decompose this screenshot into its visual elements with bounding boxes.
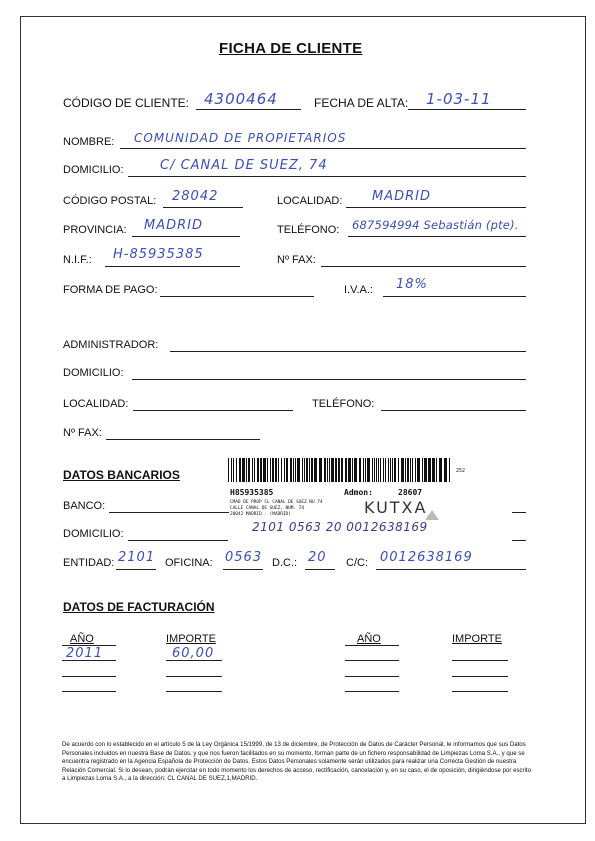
bank-sticker	[228, 458, 466, 542]
barcode-bar	[275, 458, 277, 482]
admin-fax-line	[106, 439, 260, 440]
admin-telefono-line	[381, 410, 526, 411]
codigo-cliente-label: CÓDIGO DE CLIENTE:	[63, 96, 190, 110]
sticker-line-3: 28042 MADRID - (MADRID)	[230, 512, 291, 517]
sticker-line-2: CALLE CANAL DE SUEZ, NUM. 74	[230, 506, 305, 511]
barcode-bar	[436, 458, 437, 482]
barcode-bar	[260, 458, 262, 482]
admin-localidad-line	[133, 410, 293, 411]
fact-line-r1-c1	[62, 660, 116, 661]
barcode-bar	[246, 458, 247, 482]
telefono-line	[348, 236, 526, 237]
barcode-bar	[270, 458, 271, 482]
domicilio-label: DOMICILIO:	[63, 164, 124, 176]
barcode-bar	[352, 458, 353, 482]
localidad-line	[346, 207, 526, 208]
barcode-bar	[233, 458, 234, 482]
row1-importe: 60,00	[172, 646, 215, 661]
barcode-bar	[444, 458, 447, 482]
telefono-value: 687594994 Sebastián (pte).	[352, 218, 519, 232]
page-title: FICHA DE CLIENTE	[219, 40, 363, 57]
barcode-bar	[267, 458, 268, 482]
barcode-bar	[329, 458, 330, 482]
barcode-bar	[309, 458, 310, 482]
barcode-bar	[252, 458, 253, 482]
barcode-bar	[392, 458, 393, 482]
barcode-bar	[407, 458, 409, 482]
barcode-bar	[231, 458, 232, 482]
barcode-bar	[319, 458, 322, 482]
dc-value: 20	[308, 550, 327, 565]
barcode-bar	[295, 458, 296, 482]
iva-line	[383, 296, 526, 297]
barcode-bar	[385, 458, 386, 482]
barcode-bar	[390, 458, 391, 482]
localidad-label: LOCALIDAD:	[277, 195, 343, 207]
barcode-bar	[284, 458, 285, 482]
sticker-code-small: 252	[456, 468, 466, 474]
barcode-bar	[314, 458, 317, 482]
fact-line-r3-c4	[452, 691, 508, 692]
row1-ano: 2011	[66, 646, 104, 661]
admin-domicilio-line	[132, 379, 526, 380]
barcode-bar	[278, 458, 279, 482]
barcode-bar	[388, 458, 389, 482]
cc-label: C/C:	[346, 557, 368, 569]
nombre-label: NOMBRE:	[63, 136, 115, 148]
barcode-bar	[239, 458, 241, 482]
admin-domicilio-label: DOMICILIO:	[63, 367, 124, 379]
codigo-postal-label: CÓDIGO POSTAL:	[63, 195, 157, 207]
telefono-label: TELÉFONO:	[277, 224, 340, 236]
barcode-bar	[359, 458, 361, 482]
barcode-bar	[228, 458, 229, 482]
barcode-bar	[286, 458, 288, 482]
barcode-bar	[374, 458, 375, 482]
fact-line-r3-c1	[62, 691, 116, 692]
fecha-alta-value: 1-03-11	[426, 90, 492, 108]
dc-label: D.C.:	[272, 557, 298, 569]
provincia-value: MADRID	[144, 218, 203, 233]
barcode-bar	[380, 458, 381, 482]
entidad-value: 2101	[118, 550, 156, 565]
cc-line	[376, 569, 526, 570]
barcode-bar	[345, 458, 347, 482]
barcode-bar	[248, 458, 250, 482]
fact-line-r3-c3	[345, 691, 399, 692]
fact-line-r1-c4	[452, 660, 508, 661]
oficina-line	[223, 569, 263, 570]
banco-line-end	[512, 512, 526, 513]
datos-bancarios-title: DATOS BANCARIOS	[63, 468, 180, 482]
barcode-bar	[341, 458, 343, 482]
entidad-label: ENTIDAD:	[63, 557, 115, 569]
nombre-value: COMUNIDAD DE PROPIETARIOS	[134, 131, 347, 145]
barcode-bar	[327, 458, 328, 482]
barcode-bar	[302, 458, 303, 482]
admin-fax-label: Nº FAX:	[63, 427, 102, 439]
banco-domicilio-line-end	[512, 540, 526, 541]
banco-domicilio-line	[128, 540, 228, 541]
oficina-value: 0563	[225, 550, 263, 565]
barcode-bar	[372, 458, 373, 482]
barcode-bar	[348, 458, 351, 482]
barcode-bar	[412, 458, 413, 482]
sticker-line-1: CMAD DE PROP CL CANAL DE SUEZ NU 74	[230, 500, 323, 505]
barcode-bar	[410, 458, 411, 482]
nombre-line	[120, 148, 526, 149]
barcode-bar	[401, 458, 404, 482]
codigo-postal-line	[163, 207, 243, 208]
barcode-bar	[354, 458, 357, 482]
codigo-cliente-value: 4300464	[204, 90, 278, 108]
col-importe-1: IMPORTE	[166, 633, 216, 645]
nif-line	[105, 266, 240, 267]
fact-line-r2-c2	[166, 676, 222, 677]
barcode-bar	[365, 458, 366, 482]
barcode-bar	[242, 458, 245, 482]
datos-facturacion-title: DATOS DE FACTURACIÓN	[63, 600, 215, 614]
domicilio-line	[128, 176, 526, 177]
barcode-bar	[376, 458, 377, 482]
barcode-bar	[439, 458, 442, 482]
fax-label: Nº FAX:	[277, 254, 316, 266]
fact-line-r2-c3	[345, 676, 399, 677]
fecha-alta-label: FECHA DE ALTA:	[314, 96, 409, 110]
banco-label: BANCO:	[63, 500, 106, 512]
barcode-bar	[335, 458, 337, 482]
barcode-bar	[394, 458, 396, 482]
barcode-bar	[290, 458, 292, 482]
barcode-bar	[363, 458, 364, 482]
barcode-bar	[398, 458, 399, 482]
barcode-bar	[422, 458, 423, 482]
barcode-bar	[367, 458, 370, 482]
iva-value: 18%	[396, 277, 428, 292]
administrador-line	[170, 351, 526, 352]
barcode-bar	[417, 458, 420, 482]
provincia-label: PROVINCIA:	[63, 224, 127, 236]
sticker-admon-label: Admon:	[344, 488, 373, 497]
col-ano-2: AÑO	[357, 633, 381, 645]
barcode-bar	[254, 458, 255, 482]
administrador-label: ADMINISTRADOR:	[63, 339, 159, 351]
barcode-bar	[405, 458, 406, 482]
oficina-label: OFICINA:	[165, 557, 213, 569]
col-ano-1: AÑO	[70, 633, 94, 645]
fact-line-r3-c2	[166, 691, 222, 692]
banco-domicilio-label: DOMICILIO:	[63, 528, 124, 540]
barcode-bar	[449, 458, 450, 482]
dc-line	[305, 569, 335, 570]
sticker-mark-icon	[424, 508, 438, 518]
legal-notice: De acuerdo con lo establecido en el artículo 5 de la Ley Orgánica 15/1999, de 13 de diciembre, de Protección de Datos de Carácter Personal, le informamos que sus Datos Personales incluidos en nuestra Base de Datos, y que nos fueron facilitados en su momento, forman parte de un fichero responsabilidad de Limpiezas Loma S.A., y que se encuentra registrado en la Agencia Española de Protección de Datos. Estos Datos Personales solamente serán utilizados para realizar una Correcta Gestión de nuestra Relación Comercial. Si lo desean, podrán ejercitar en todo momento los derechos de acceso, rectificación, cancelación y, en su caso, el de oposición, dirigiéndose por escrito a Limpiezas Loma S.A., a la dirección: CL CANAL DE SUEZ,1,MADRID.	[62, 741, 532, 783]
barcode-bar	[378, 458, 379, 482]
localidad-value: MADRID	[372, 189, 431, 204]
admin-telefono-label: TELÉFONO:	[312, 398, 375, 410]
barcode-bar	[257, 458, 259, 482]
barcode-bar	[415, 458, 416, 482]
barcode-bar	[293, 458, 294, 482]
domicilio-value: C/ CANAL DE SUEZ, 74	[160, 158, 328, 173]
cc-value: 0012638169	[380, 550, 473, 565]
barcode-bar	[432, 458, 435, 482]
nif-value: H-85935385	[113, 247, 204, 262]
barcode-bar	[331, 458, 334, 482]
sticker-admon-value: 28607	[398, 488, 423, 497]
col-importe-2: IMPORTE	[452, 633, 502, 645]
entidad-line	[116, 569, 156, 570]
barcode	[228, 458, 452, 482]
forma-pago-label: FORMA DE PAGO:	[63, 284, 158, 296]
col-ano-2-line	[345, 645, 399, 646]
codigo-postal-value: 28042	[172, 189, 219, 204]
fact-line-r1-c2	[166, 660, 222, 661]
sticker-account-handwritten: 2101 0563 20 0012638169	[252, 520, 428, 534]
banco-line	[109, 512, 229, 513]
fax-line	[321, 266, 526, 267]
barcode-bar	[428, 458, 431, 482]
barcode-bar	[383, 458, 384, 482]
barcode-bar	[263, 458, 266, 482]
barcode-bar	[306, 458, 308, 482]
barcode-bar	[311, 458, 313, 482]
codigo-cliente-line	[196, 109, 301, 110]
barcode-bar	[324, 458, 326, 482]
sticker-id: H85935385	[230, 488, 274, 497]
fact-line-r1-c3	[345, 660, 399, 661]
barcode-bar	[304, 458, 305, 482]
iva-label: I.V.A.:	[344, 284, 373, 296]
sticker-brand: KUTXA	[364, 498, 428, 517]
fecha-alta-line	[408, 109, 526, 110]
barcode-bar	[424, 458, 427, 482]
admin-localidad-label: LOCALIDAD:	[63, 398, 129, 410]
barcode-bar	[297, 458, 300, 482]
barcode-bar	[272, 458, 274, 482]
fact-line-r2-c4	[452, 676, 508, 677]
provincia-line	[132, 236, 240, 237]
barcode-bar	[236, 458, 237, 482]
nif-label: N.I.F.:	[63, 254, 92, 266]
fact-line-r2-c1	[62, 676, 116, 677]
barcode-bar	[281, 458, 282, 482]
barcode-bar	[338, 458, 340, 482]
forma-pago-line	[160, 296, 314, 297]
